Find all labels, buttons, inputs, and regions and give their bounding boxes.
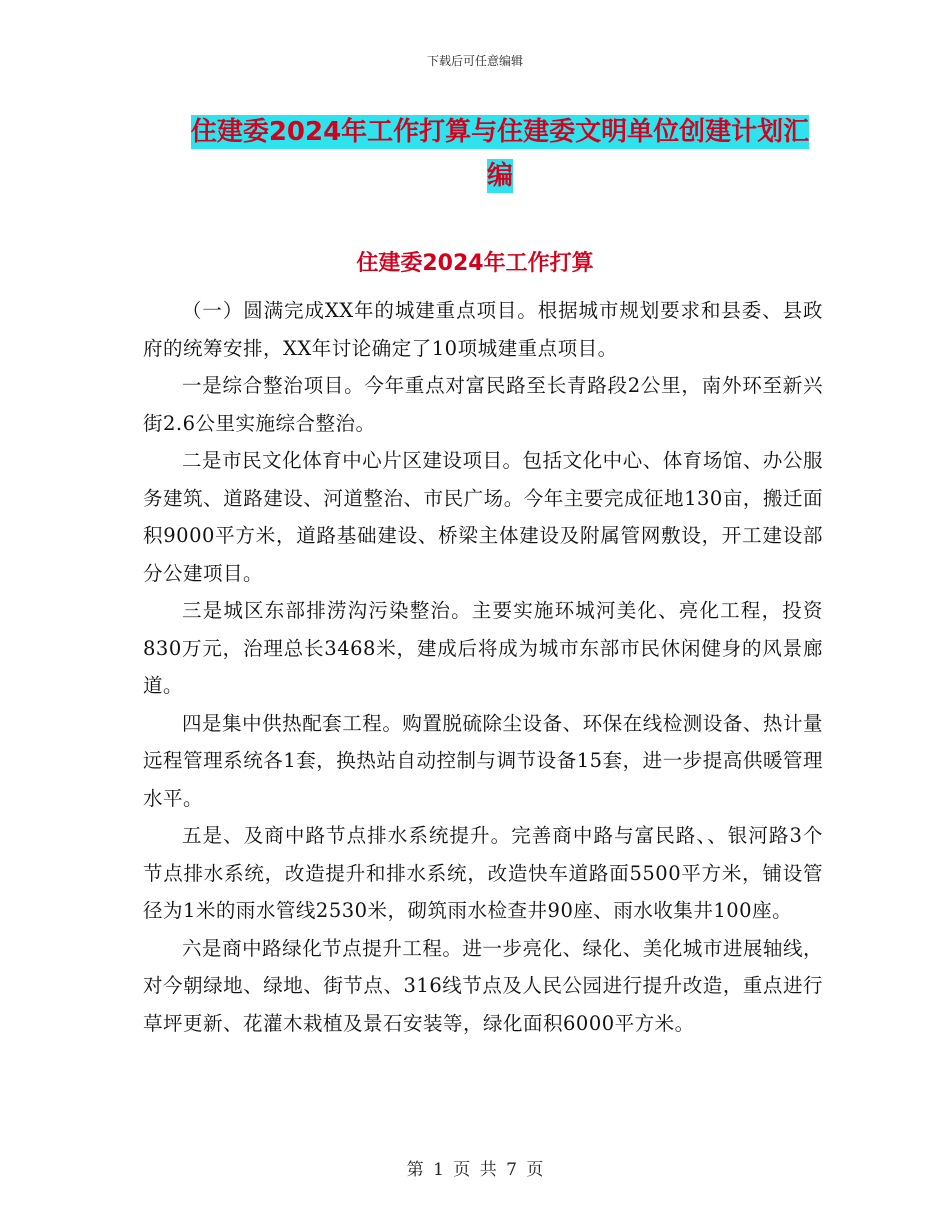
paragraph: 三是城区东部排涝沟污染整治。主要实施环城河美化、亮化工程，投资830万元，治理总长3468米，建成后将成为城市东部市民休闲健身的风景廊道。 <box>143 599 823 697</box>
page-number: 第 1 页 共 7 页 <box>406 1160 544 1180</box>
paragraph: 六是商中路绿化节点提升工程。进一步亮化、绿化、美化城市进展轴线，对今朝绿地、绿地、街节点、316线节点及人民公园进行提升改造，重点进行草坪更新、花灌木栽植及景石安装等，绿化面积6000平方米。 <box>143 936 823 1035</box>
paragraph: 四是集中供热配套工程。购置脱硫除尘设备、环保在线检测设备、热计量远程管理系统各1套，换热站自动控制与调节设备15套，进一步提高供暖管理水平。 <box>143 711 823 810</box>
paragraph: （一）圆满完成XX年的城建重点项目。根据城市规划要求和县委、县政府的统筹安排，XX年讨论确定了10项城建重点项目。 <box>143 299 823 360</box>
section-title: 住建委2024年工作打算 <box>356 251 594 276</box>
paragraph: 五是、及商中路节点排水系统提升。完善商中路与富民路、、银河路3个节点排水系统，改造提升和排水系统，改造快车道路面5500平方米，铺设管径为1米的雨水管线2530米，砌筑雨水检查井90座、雨水收集井100座。 <box>143 824 823 922</box>
document-title-text: 住建委2024年工作打算与住建委文明单位创建计划汇编 <box>190 117 810 191</box>
paragraph: 二是市民文化体育中心片区建设项目。包括文化中心、体育场馆、办公服务建筑、道路建设、河道整治、市民广场。今年主要完成征地130亩，搬迁面积9000平方米，道路基础建设、桥梁主体建设及附属管网敷设，开工建设部分公建项目。 <box>143 449 823 585</box>
page-header-note: 下载后可任意编辑 <box>426 54 523 68</box>
document-title <box>180 110 820 198</box>
paragraph: 一是综合整治项目。今年重点对富民路至长青路段2公里，南外环至新兴街2.6公里实施综合整治。 <box>143 374 823 435</box>
document-body <box>143 292 823 1042</box>
